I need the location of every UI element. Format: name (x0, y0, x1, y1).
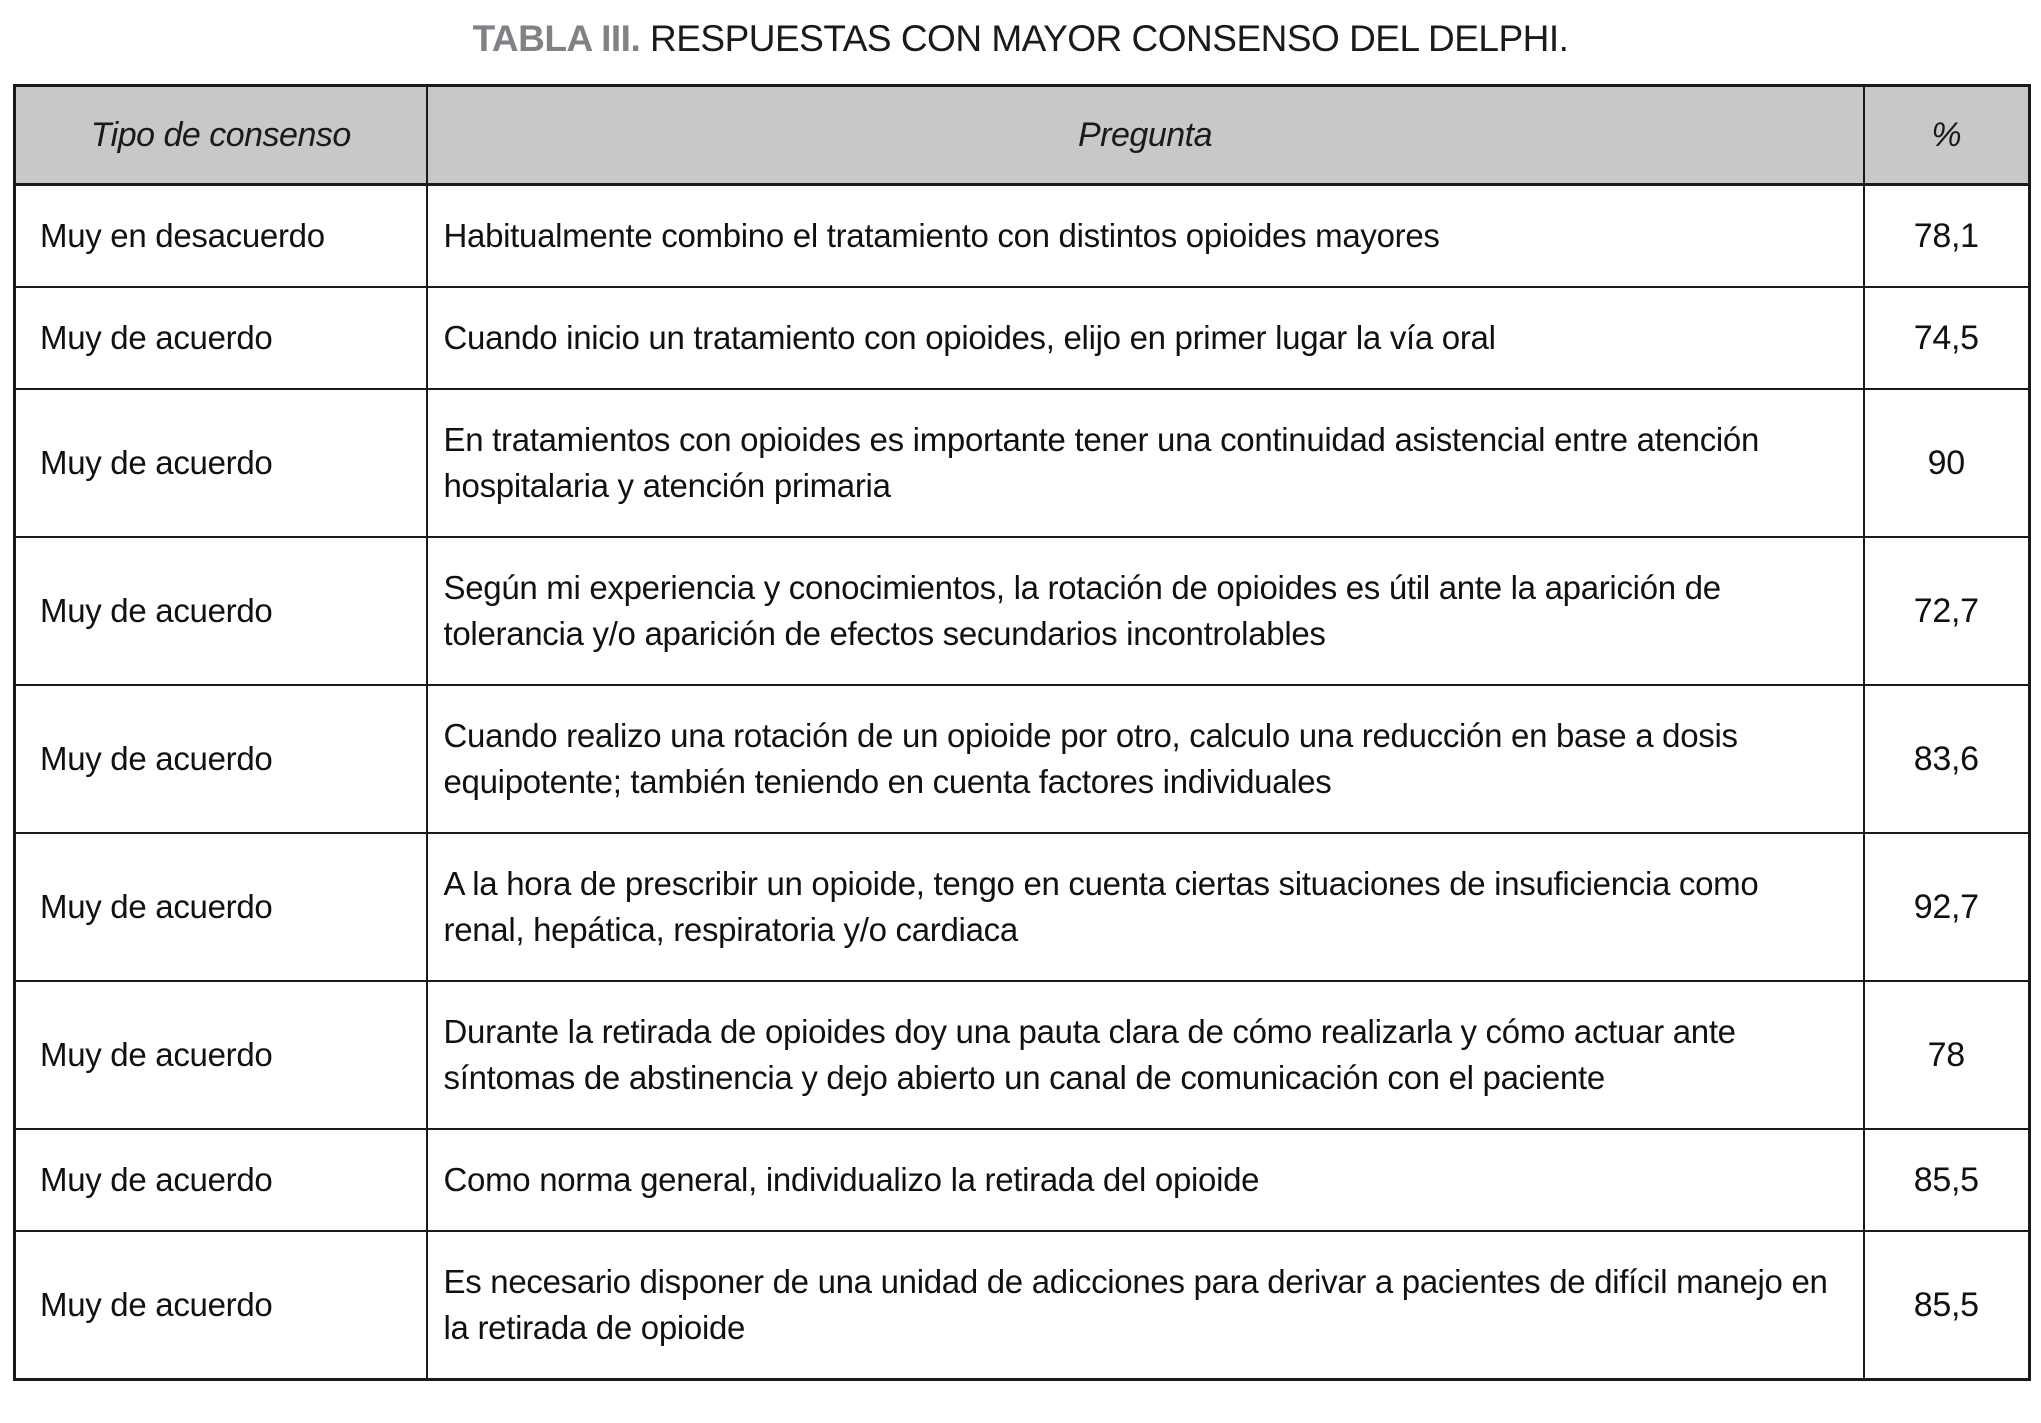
table-row (15, 1129, 2030, 1231)
consensus-type-cell: Muy de acuerdo (15, 981, 427, 1129)
question-cell: Según mi experiencia y conocimientos, la rotación de opioides es útil ante la aparición de tolerancia y/o aparición de efectos secundarios incontrolables (427, 537, 1864, 685)
consensus-type-cell: Muy de acuerdo (15, 1129, 427, 1231)
header-row (15, 86, 2030, 185)
table-title (13, 18, 2028, 60)
consensus-type-cell: Muy de acuerdo (15, 287, 427, 389)
question-cell: Durante la retirada de opioides doy una pauta clara de cómo realizarla y cómo actuar ante síntomas de abstinencia y dejo abierto un canal de comunicación con el paciente (427, 981, 1864, 1129)
percent-cell: 85,5 (1864, 1231, 2030, 1380)
percent-cell: 78,1 (1864, 185, 2030, 288)
table-title-text: RESPUESTAS CON MAYOR CONSENSO DEL DELPHI. (650, 18, 1569, 59)
consensus-type-cell: Muy en desacuerdo (15, 185, 427, 288)
header-consensus-type: Tipo de consenso (15, 86, 427, 185)
consensus-type-cell: Muy de acuerdo (15, 685, 427, 833)
percent-cell: 72,7 (1864, 537, 2030, 685)
question-cell: Cuando inicio un tratamiento con opioides, elijo en primer lugar la vía oral (427, 287, 1864, 389)
table-row (15, 981, 2030, 1129)
percent-cell: 92,7 (1864, 833, 2030, 981)
question-cell: Es necesario disponer de una unidad de adicciones para derivar a pacientes de difícil manejo en la retirada de opioide (427, 1231, 1864, 1380)
table-row (15, 833, 2030, 981)
percent-cell: 85,5 (1864, 1129, 2030, 1231)
consensus-table (13, 84, 2031, 1381)
table-row (15, 537, 2030, 685)
table-row (15, 685, 2030, 833)
question-cell: Habitualmente combino el tratamiento con distintos opioides mayores (427, 185, 1864, 288)
question-cell: A la hora de prescribir un opioide, tengo en cuenta ciertas situaciones de insuficiencia como renal, hepática, respiratoria y/o cardiaca (427, 833, 1864, 981)
percent-cell: 83,6 (1864, 685, 2030, 833)
header-question: Pregunta (427, 86, 1864, 185)
percent-cell: 90 (1864, 389, 2030, 537)
question-cell: Cuando realizo una rotación de un opioide por otro, calculo una reducción en base a dosis equipotente; también teniendo en cuenta factores individuales (427, 685, 1864, 833)
table-body (15, 185, 2030, 1380)
percent-cell: 78 (1864, 981, 2030, 1129)
table-row (15, 185, 2030, 288)
consensus-type-cell: Muy de acuerdo (15, 1231, 427, 1380)
table-row (15, 389, 2030, 537)
consensus-type-cell: Muy de acuerdo (15, 389, 427, 537)
consensus-type-cell: Muy de acuerdo (15, 833, 427, 981)
table-row (15, 287, 2030, 389)
question-cell: En tratamientos con opioides es importante tener una continuidad asistencial entre atención hospitalaria y atención primaria (427, 389, 1864, 537)
table-title-label: TABLA III. (472, 18, 641, 59)
header-percent: % (1864, 86, 2030, 185)
percent-cell: 74,5 (1864, 287, 2030, 389)
table-row (15, 1231, 2030, 1380)
table-header (15, 86, 2030, 185)
question-cell: Como norma general, individualizo la retirada del opioide (427, 1129, 1864, 1231)
consensus-type-cell: Muy de acuerdo (15, 537, 427, 685)
